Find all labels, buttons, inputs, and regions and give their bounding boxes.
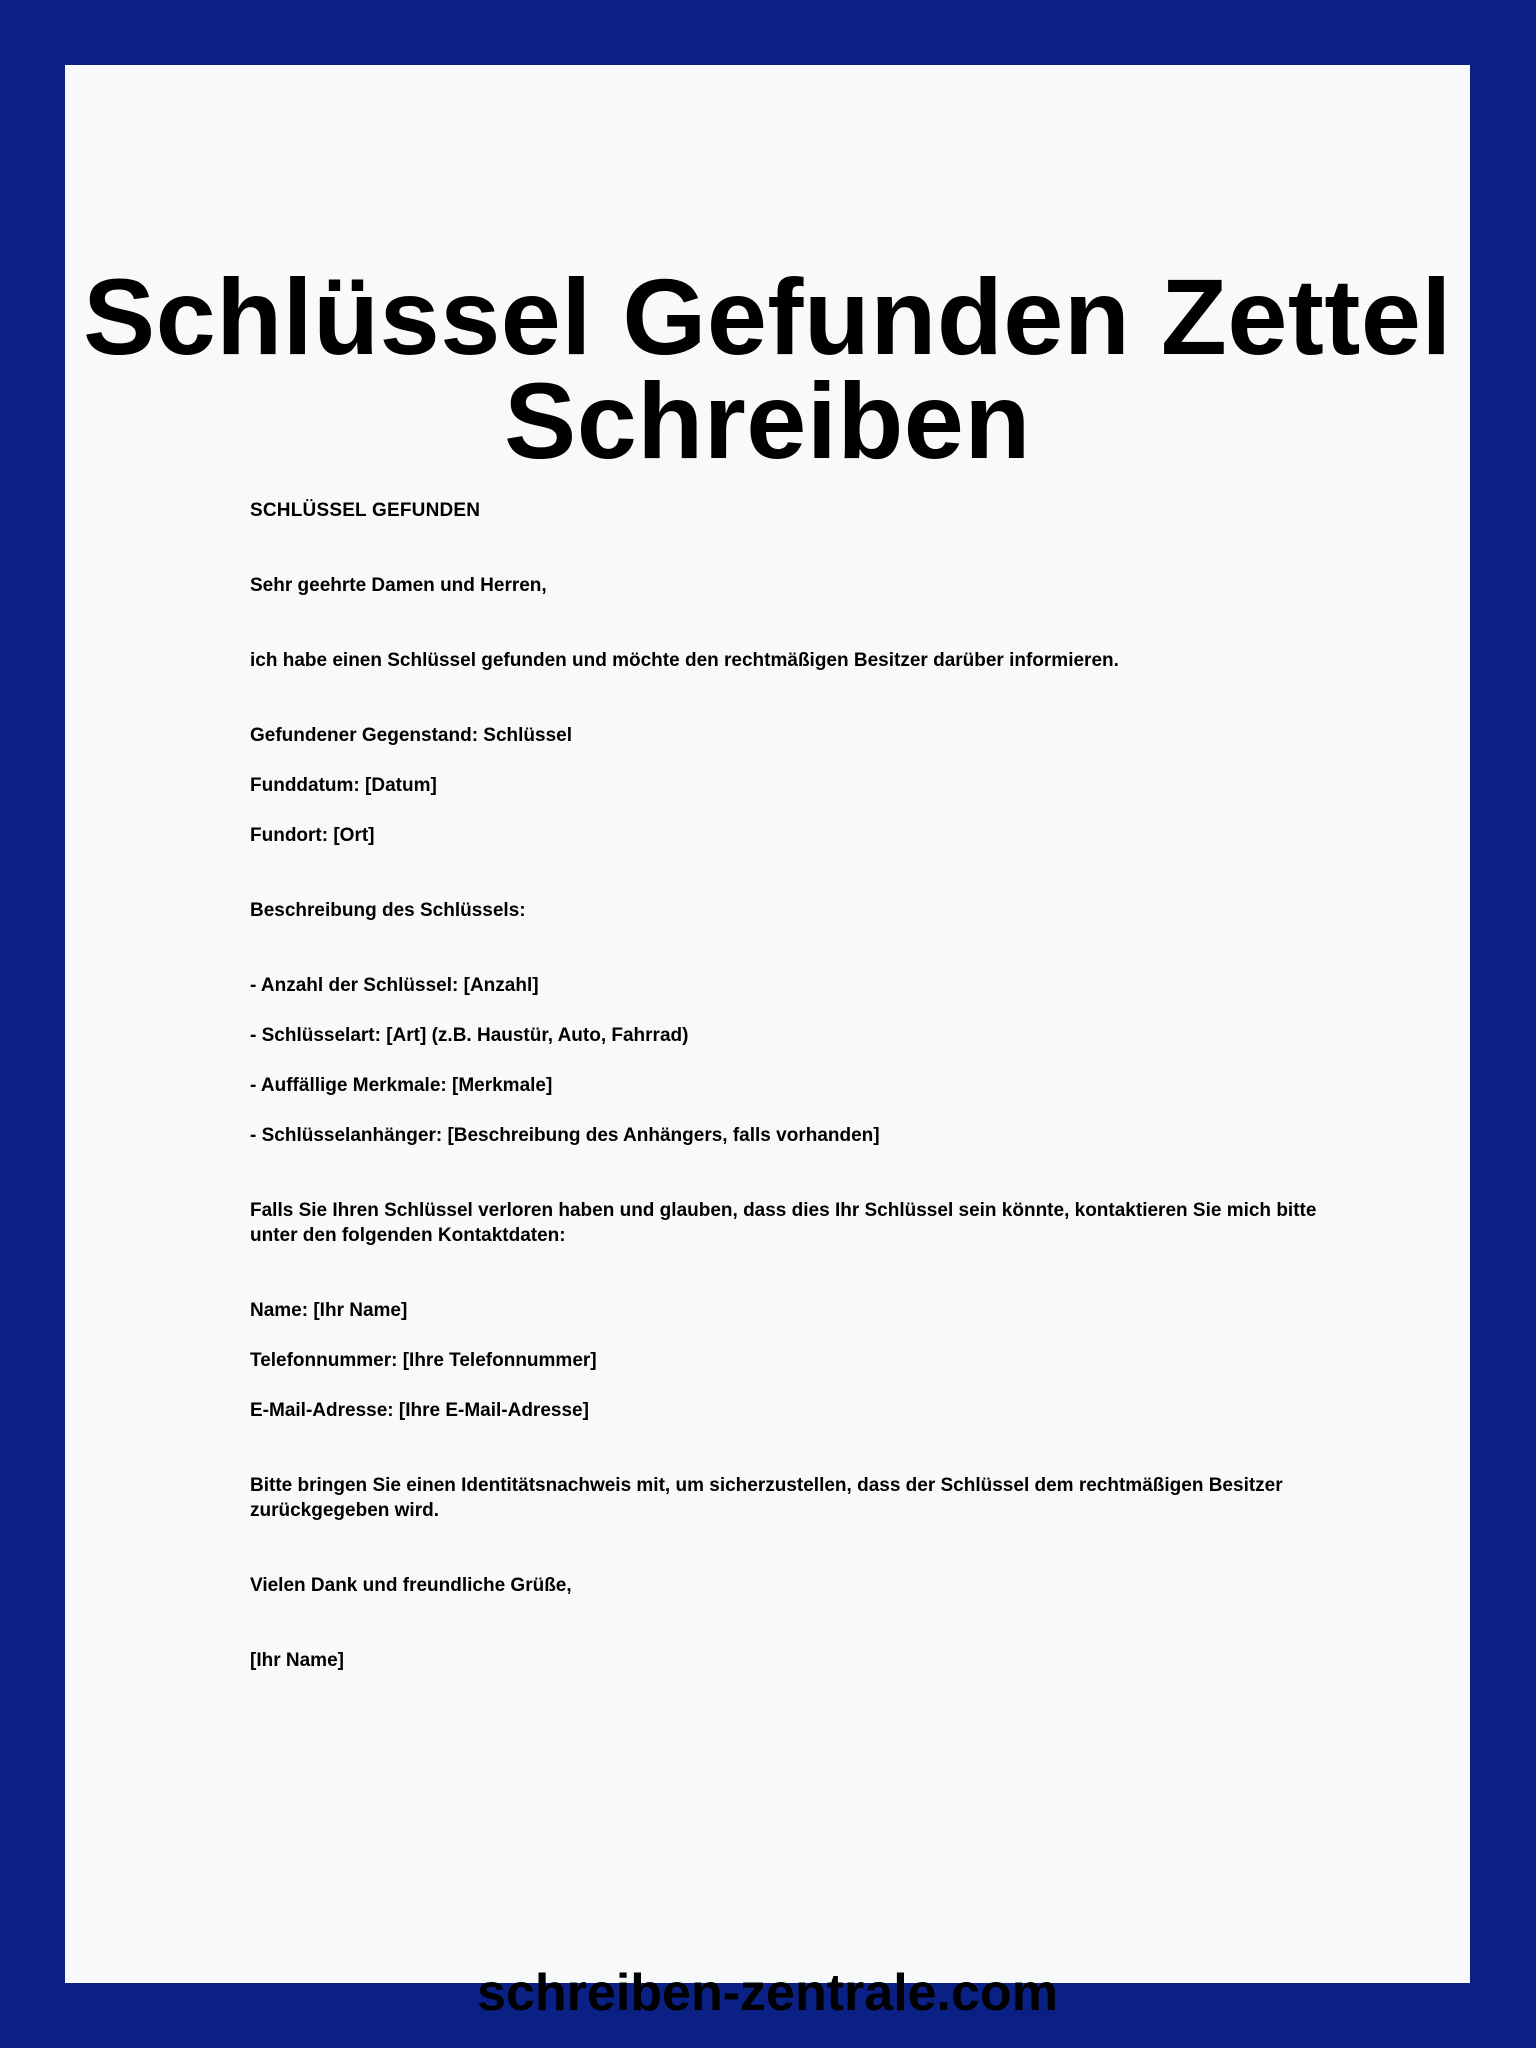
contact-phone: Telefonnummer: [Ihre Telefonnummer] bbox=[250, 1350, 597, 1371]
document-page bbox=[65, 65, 1470, 2022]
page-title: Schlüssel Gefunden Zettel Schreiben bbox=[83, 256, 1452, 481]
description-heading: Beschreibung des Schlüssels: bbox=[250, 900, 526, 921]
key-features: - Auffällige Merkmale: [Merkmale] bbox=[250, 1075, 553, 1096]
found-item: Gefundener Gegenstand: Schlüssel bbox=[250, 725, 573, 746]
contact-name: Name: [Ihr Name] bbox=[250, 1300, 408, 1321]
footer-website: schreiben-zentrale.com bbox=[477, 1964, 1058, 2022]
letter-heading: SCHLÜSSEL GEFUNDEN bbox=[250, 500, 481, 521]
letter-body bbox=[250, 498, 1350, 1673]
closing: Vielen Dank und freundliche Grüße, bbox=[250, 1575, 572, 1596]
intro-paragraph: ich habe einen Schlüssel gefunden und möchte den rechtmäßigen Besitzer darüber informieren. bbox=[250, 650, 1119, 671]
found-place: Fundort: [Ort] bbox=[250, 825, 375, 846]
found-date: Funddatum: [Datum] bbox=[250, 775, 437, 796]
key-type: - Schlüsselart: [Art] (z.B. Haustür, Auto, Fahrrad) bbox=[250, 1025, 689, 1046]
key-keychain: - Schlüsselanhänger: [Beschreibung des Anhängers, falls vorhanden] bbox=[250, 1125, 880, 1146]
key-count: - Anzahl der Schlüssel: [Anzahl] bbox=[250, 975, 539, 996]
signature: [Ihr Name] bbox=[250, 1650, 344, 1671]
salutation: Sehr geehrte Damen und Herren, bbox=[250, 575, 547, 596]
id-note: Bitte bringen Sie einen Identitätsnachweis mit, um sicherzustellen, dass der Schlüssel dem rechtmäßigen Besitzer zurückgegeben wird. bbox=[250, 1475, 1283, 1521]
contact-request: Falls Sie Ihren Schlüssel verloren haben und glauben, dass dies Ihr Schlüssel sein könnte, kontaktieren Sie mich bitte unter den folgenden Kontaktdaten: bbox=[250, 1200, 1317, 1246]
contact-email: E-Mail-Adresse: [Ihre E-Mail-Adresse] bbox=[250, 1400, 589, 1421]
